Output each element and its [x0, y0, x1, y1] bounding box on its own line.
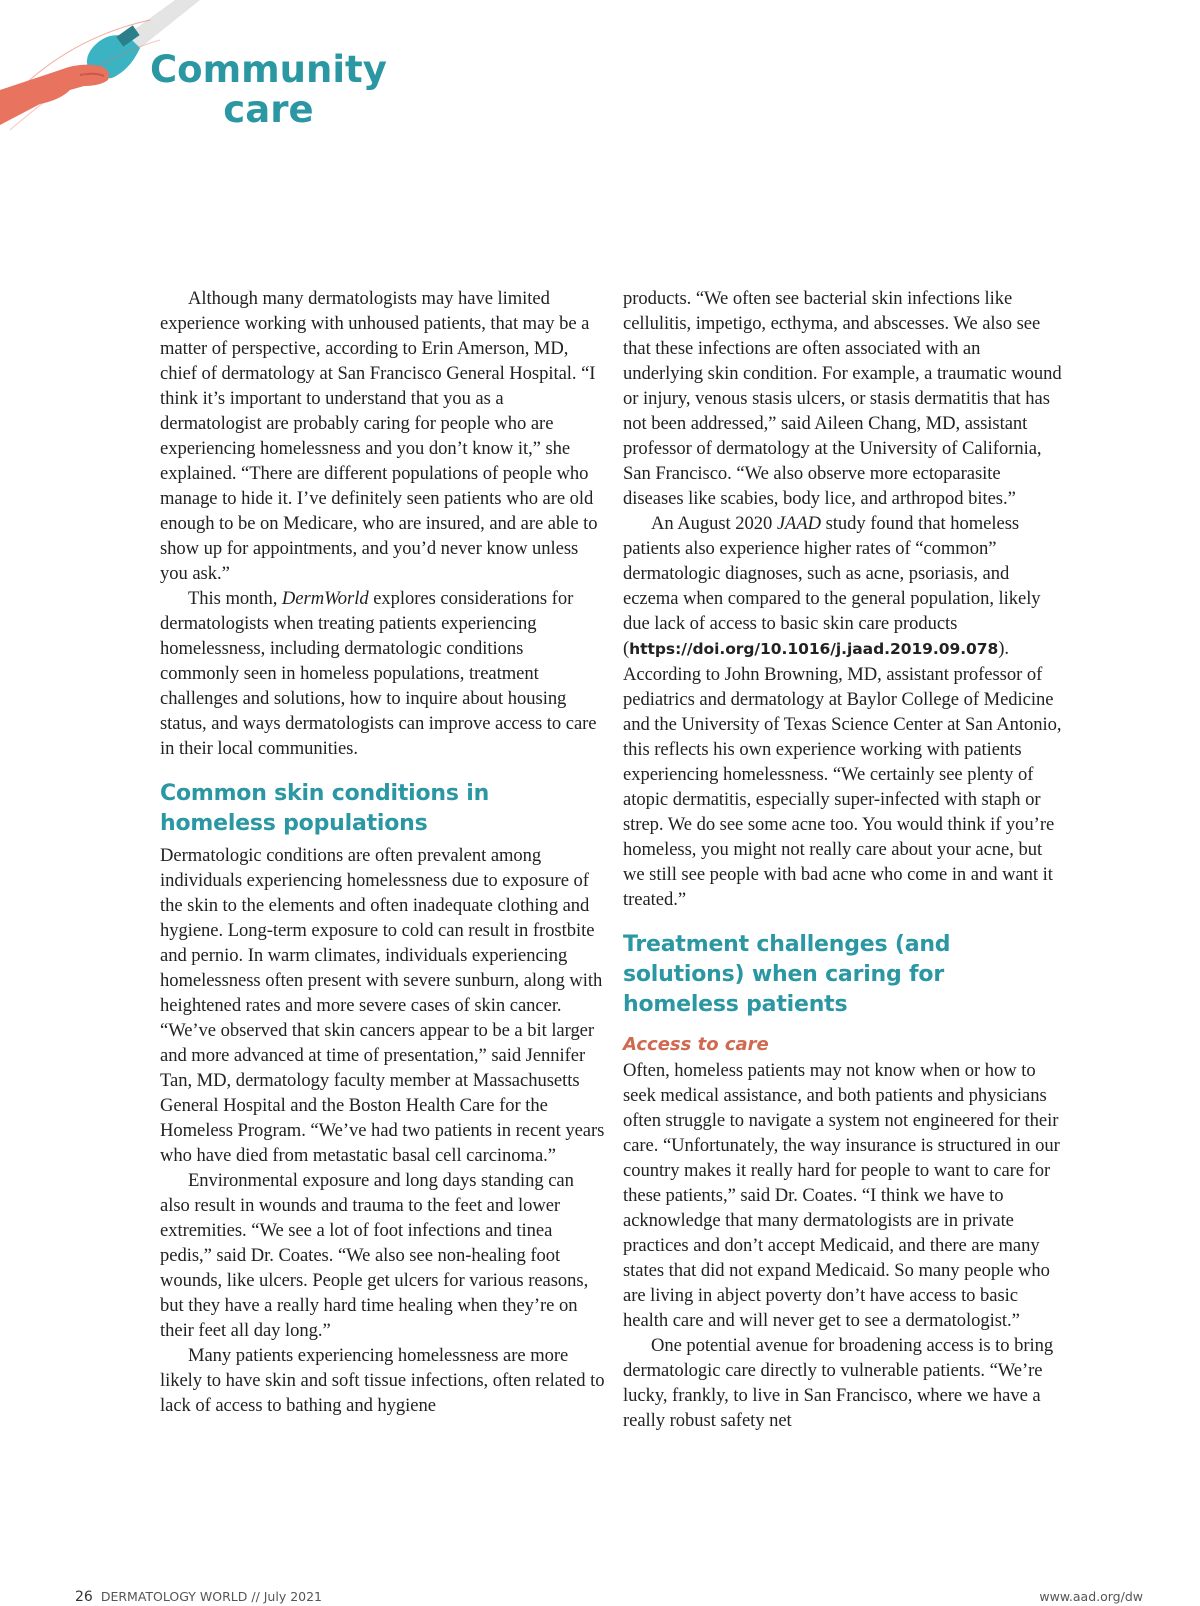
section-heading: Common skin conditions in homeless populations: [160, 781, 490, 836]
paragraph: [623, 511, 1065, 912]
text-run: study found that homeless patients also experience higher rates of “common” dermatologic diagnoses, such as acne, psoriasis, and eczema when compared to the general population, likely due lack of access to basic skin care products (: [623, 513, 1041, 659]
section-heading: Treatment challenges (and solutions) when caring for homeless patients: [623, 932, 951, 1017]
text-run: This month,: [188, 588, 282, 609]
journal-name: JAAD: [776, 513, 822, 534]
text-run: An August 2020: [651, 513, 777, 534]
paragraph: Dermatologic conditions are often prevalent among individuals experiencing homelessness due to exposure of the skin to the elements and often inadequate clothing and hygiene. Long-term exposure to cold can result in frostbite and pernio. In warm climates, individuals experiencing homelessness often present with severe sunburn, along with heightened rates and more severe cases of skin cancer. “We’ve observed that skin cancers appear to be a bit larger and more advanced at time of presentation,” said Jennifer Tan, MD, dermatology faculty member at Massachusetts General Hospital and the Boston Health Care for the Homeless Program. “We’ve had two patients in recent years who have died from metastatic basal cell carcinoma.”: [160, 845, 605, 1166]
text-run: ). According to John Browning, MD, assistant professor of pediatrics and dermatology at Baylor College of Medicine and the University of Texas Science Center at San Antonio, this reflects his own experience working with patients experiencing homelessness. “We certainly see plenty of atopic dermatitis, especially super-infected with staph or strep. We do see some acne too. You would think if you’re homeless, you might not really care about your acne, but we still see people with bad acne who come in and want it treated.”: [623, 638, 1062, 910]
text-run: explores considerations for dermatologists when treating patients experiencing homelessness, including dermatologic conditions commonly seen in homeless populations, treatment challenges and solutions, how to inquire about housing status, and ways dermatologists can improve access to care in their local communities.: [160, 588, 597, 759]
page-number: 26: [75, 1589, 93, 1605]
paragraph: products. “We often see bacterial skin infections like cellulitis, impetigo, ecthyma, and abscesses. We also see that these infections are often associated with an underlying skin condition. For example, a traumatic wound or injury, venous stasis ulcers, or stasis dermatitis that has not been addressed,” said Aileen Chang, MD, assistant professor of dermatology at the University of California, San Francisco. “We also observe more ectoparasite diseases like scabies, body lice, and arthropod bites.”: [623, 288, 1062, 509]
title-line-1: Community: [150, 48, 387, 91]
publication-name: DermWorld: [281, 588, 369, 609]
publication-credit: DERMATOLOGY WORLD // July 2021: [100, 1589, 323, 1604]
right-column: [623, 286, 1065, 1433]
doi-link[interactable]: https://doi.org/10.1016/j.jaad.2019.09.078: [629, 640, 999, 658]
subheading: Access to care: [623, 1034, 769, 1055]
paragraph: [160, 586, 605, 761]
footer-url[interactable]: www.aad.org/dw: [1039, 1589, 1143, 1604]
paragraph: One potential avenue for broadening access is to bring dermatologic care directly to vulnerable patients. “We’re lucky, frankly, to live in San Francisco, where we have a really robust safety net: [623, 1335, 1054, 1431]
page-title: [150, 50, 387, 130]
paragraph: Environmental exposure and long days standing can also result in wounds and trauma to the feet and lower extremities. “We see a lot of foot infections and tinea pedis,” said Dr. Coates. “We also see non-healing foot wounds, like ulcers. People get ulcers for various reasons, but they have a really hard time healing when they’re on their feet all day long.”: [160, 1170, 589, 1341]
left-column: [160, 286, 605, 1418]
paragraph: Many patients experiencing homelessness are more likely to have skin and soft tissue infections, often related to lack of access to bathing and hygiene: [160, 1345, 605, 1416]
title-line-2: care: [223, 88, 314, 131]
paragraph: Although many dermatologists may have limited experience working with unhoused patients, that may be a matter of perspective, according to Erin Amerson, MD, chief of dermatology at San Francisco General Hospital. “I think it’s important to understand that you as a dermatologist are probably caring for people who are experiencing homelessness and you don’t know it,” she explained. “There are different populations of people who manage to hide it. I’ve definitely seen patients who are old enough to be on Medicare, who are insured, and are able to show up for appointments, and you’d never know unless you ask.”: [160, 288, 598, 584]
footer-left: [75, 1589, 322, 1605]
paragraph: Often, homeless patients may not know when or how to seek medical assistance, and both patients and physicians often struggle to navigate a system not engineered for their care. “Unfortunately, the way insurance is structured in our country makes it really hard for people to want to care for these patients,” said Dr. Coates. “I think we have to acknowledge that many dermatologists are in private practices and don’t accept Medicaid, and there are many states that did not expand Medicaid. So many people who are living in abject poverty don’t have access to basic health care and will never get to see a dermatologist.”: [623, 1060, 1060, 1331]
